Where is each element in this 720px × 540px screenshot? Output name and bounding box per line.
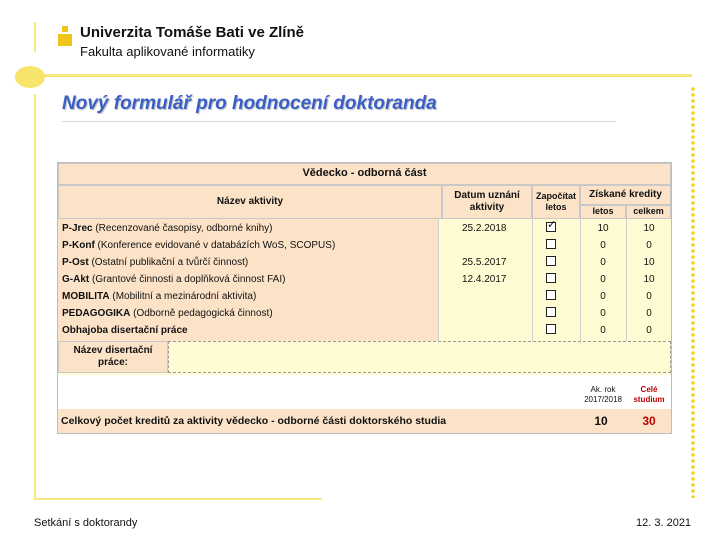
evaluation-form-sheet bbox=[57, 162, 672, 434]
activity-desc: (Odborně pedagogická činnost) bbox=[130, 308, 273, 319]
dotted-border bbox=[690, 86, 696, 498]
activity-code: Obhajoba disertační práce bbox=[62, 325, 188, 336]
accent-dot bbox=[15, 66, 45, 88]
activity-desc: (Konference evidované v databázích WoS, SCOPUS) bbox=[94, 240, 336, 251]
count-checkbox[interactable] bbox=[546, 239, 556, 249]
count-checkbox[interactable] bbox=[546, 273, 556, 283]
activity-desc: (Grantové činnosti a doplňková činnost FAI) bbox=[89, 274, 286, 285]
thesis-title-field[interactable] bbox=[168, 341, 671, 373]
header-activity: Název aktivity bbox=[58, 185, 442, 219]
grid-col-total bbox=[626, 219, 627, 341]
count-checkbox[interactable] bbox=[546, 307, 556, 317]
activity-code: G-Akt bbox=[62, 274, 90, 285]
activity-desc: (Mobilitní a mezinárodní aktivita) bbox=[109, 291, 257, 302]
university-logo bbox=[58, 26, 74, 46]
count-checkbox[interactable] bbox=[546, 290, 556, 300]
credits-total: 0 bbox=[646, 291, 652, 302]
activity-row bbox=[62, 274, 285, 285]
frame-line-bottom bbox=[34, 498, 322, 500]
footer-event: Setkání s doktorandy bbox=[34, 517, 138, 529]
frame-line-left-top bbox=[34, 22, 36, 52]
activity-desc: (Ostatní publikační a tvůrčí činnost) bbox=[88, 257, 249, 268]
credits-this-year: 0 bbox=[600, 308, 606, 319]
frame-line-left bbox=[34, 94, 36, 500]
activity-code: MOBILITA bbox=[62, 291, 110, 302]
activity-code: P-Ost bbox=[62, 257, 89, 268]
credits-this-year: 0 bbox=[600, 274, 606, 285]
academic-year-label: Ak. rok 2017/2018 bbox=[584, 385, 622, 405]
activity-date: 12.4.2017 bbox=[462, 274, 507, 285]
credits-total: 10 bbox=[643, 257, 655, 268]
thesis-title-label: Název disertační práce: bbox=[58, 341, 168, 373]
credits-this-year: 10 bbox=[597, 223, 609, 234]
count-checkbox[interactable] bbox=[546, 256, 556, 266]
header-date: Datum uznání aktivity bbox=[442, 185, 532, 219]
header-total: celkem bbox=[626, 205, 671, 219]
activity-desc: (Recenzované časopisy, odborné knihy) bbox=[92, 223, 273, 234]
activity-row bbox=[62, 257, 248, 268]
grid-col-date bbox=[438, 219, 439, 341]
activity-date: 25.2.2018 bbox=[462, 223, 507, 234]
slide-title: Nový formulář pro hodnocení doktoranda bbox=[62, 93, 437, 114]
activity-row bbox=[62, 240, 335, 251]
university-name: Univerzita Tomáše Bati ve Zlíně bbox=[80, 24, 304, 41]
activity-date: 25.5.2017 bbox=[462, 257, 507, 268]
title-underline bbox=[62, 121, 616, 122]
credits-total: 0 bbox=[646, 325, 652, 336]
count-checkbox[interactable] bbox=[546, 324, 556, 334]
credits-this-year: 0 bbox=[600, 257, 606, 268]
check-mark-icon: ✓ bbox=[547, 219, 557, 231]
credits-this-year: 0 bbox=[600, 291, 606, 302]
grid-col-count bbox=[532, 219, 533, 341]
header-credits: Získané kredity bbox=[580, 185, 671, 205]
total-credits-this-year: 10 bbox=[594, 414, 608, 428]
activity-code: PEDAGOGIKA bbox=[62, 308, 131, 319]
whole-study-label: Celé studium bbox=[633, 385, 665, 405]
section-title: Vědecko - odborná část bbox=[58, 163, 671, 185]
header-count-this-year: Započítat letos bbox=[532, 185, 580, 219]
credits-this-year: 0 bbox=[600, 325, 606, 336]
frame-line-top bbox=[38, 74, 692, 77]
activity-row bbox=[62, 325, 188, 336]
header-this-year: letos bbox=[580, 205, 626, 219]
faculty-name: Fakulta aplikované informatiky bbox=[80, 44, 255, 59]
credits-this-year: 0 bbox=[600, 240, 606, 251]
credits-total: 10 bbox=[643, 274, 655, 285]
activity-code: P-Konf bbox=[62, 240, 95, 251]
credits-total: 10 bbox=[643, 223, 655, 234]
credits-total: 0 bbox=[646, 308, 652, 319]
total-credits-all: 30 bbox=[642, 414, 656, 428]
activity-row bbox=[62, 223, 273, 234]
activity-row bbox=[62, 308, 273, 319]
activity-row bbox=[62, 291, 256, 302]
footer-date: 12. 3. 2021 bbox=[636, 517, 692, 529]
grid-col-this-year bbox=[580, 219, 581, 341]
activity-code: P-Jrec bbox=[62, 223, 93, 234]
total-credits-label: Celkový počet kreditů za aktivity vědecko - odborné části doktorského studia bbox=[61, 415, 447, 427]
credits-total: 0 bbox=[646, 240, 652, 251]
